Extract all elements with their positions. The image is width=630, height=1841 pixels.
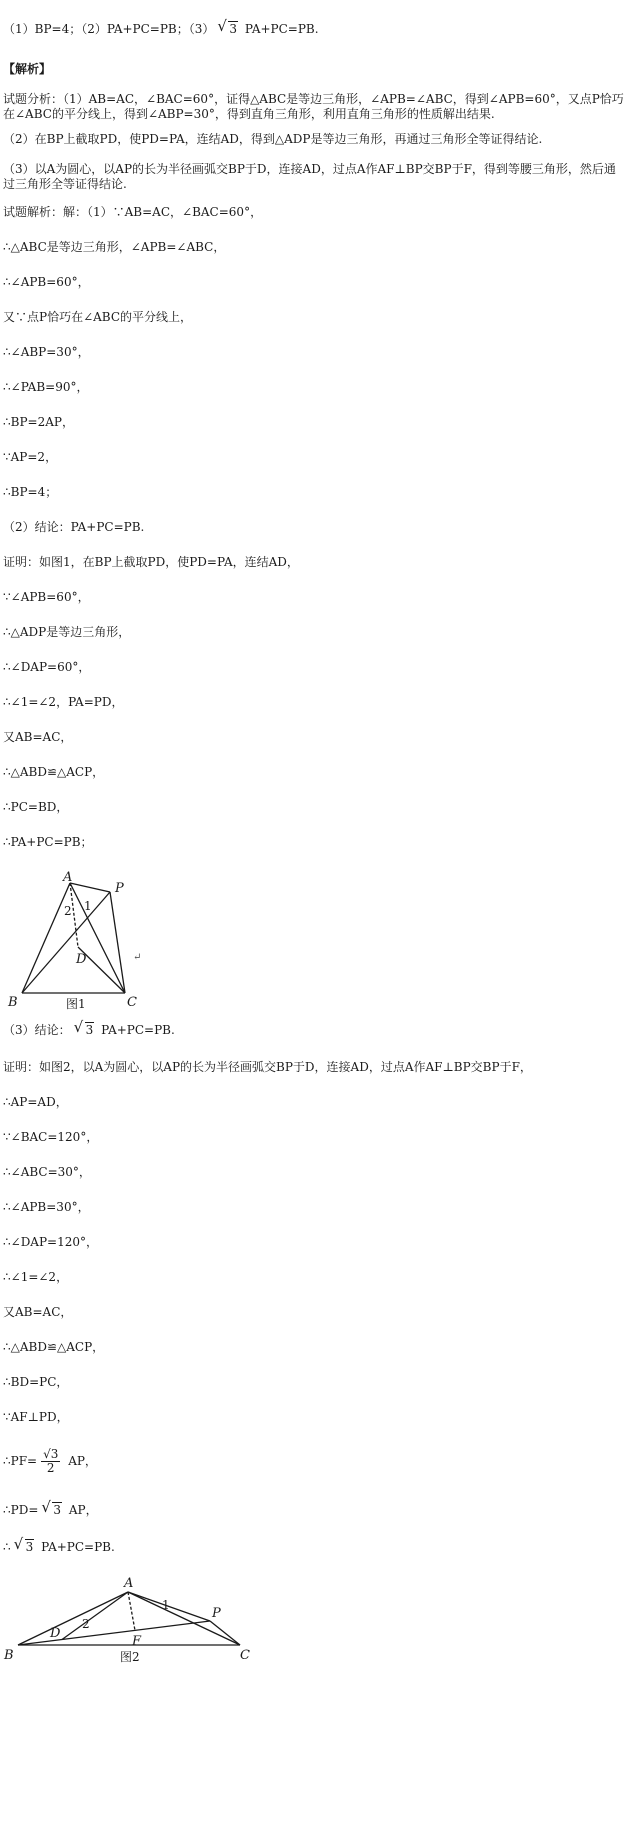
solution-line: 证明：如图1，在BP上截取PD，使PD=PA，连结AD， [3, 555, 299, 569]
fig2-label-d: D [50, 1626, 61, 1641]
sqrt-3: √ 3 [42, 1503, 62, 1517]
solution-line: ∴∠DAP=60°， [3, 660, 91, 674]
part3-conclusion: （3）结论：√ 3 PA+PC=PB. [3, 1023, 175, 1037]
sqrt-3: √ 3 [75, 1023, 95, 1037]
solution-line: ∴△ADP是等边三角形， [3, 625, 131, 639]
part3-line: ∴∠ABC=30°， [3, 1165, 91, 1179]
fig1-label-p: P [115, 881, 124, 896]
part3-line: ∴△ABD≌△ACP， [3, 1340, 105, 1354]
part3-line: ∴∠DAP=120°， [3, 1235, 99, 1249]
sqrt-3: √ 3 [218, 22, 238, 36]
part3-proof-intro: 证明：如图2，以A为圆心，以AP的长为半径画弧交BP于D，连接AD，过点A作AF⊥BP交BP于F， [3, 1060, 532, 1074]
part3-line: ∴AP=AD， [3, 1095, 68, 1109]
pd-equation: ∴PD=√ 3 AP， [3, 1503, 98, 1517]
analysis-3: （3）以A为圆心，以AP的长为半径画弧交BP于D，连接AD，过点A作AF⊥BP交BP于F，得到等腰三角形，然后通过三角形全等证得结论. [3, 162, 616, 191]
fig1-return-mark: ↵ [133, 952, 142, 963]
analysis-2: （2）在BP上截取PD，使PD=PA，连结AD，得到△ADP是等边三角形，再通过三角形全等证得结论. [3, 132, 543, 146]
solution-line: ∴△ABD≌△ACP， [3, 765, 105, 779]
fig2-label-b: B [4, 1648, 14, 1663]
fig1-caption: 图1 [66, 997, 86, 1011]
solution-line: ∴BP=2AP， [3, 415, 74, 429]
fig2-angle-2: 2 [82, 1617, 90, 1631]
fig1-label-a: A [63, 870, 73, 885]
part3-line: 又AB=AC， [3, 1305, 73, 1319]
sqrt-3: √ 3 [15, 1540, 35, 1554]
fig2-angle-1: 1 [162, 1598, 170, 1612]
fig1-angle-2: 2 [64, 904, 72, 918]
solution-line: ∴∠1=∠2，PA=PD， [3, 695, 124, 709]
answer-part2: PA+PC=PB. [241, 22, 319, 36]
solution-line: （2）结论：PA+PC=PB. [3, 520, 145, 534]
fig1-segment-ab [22, 883, 70, 993]
fig2-label-a: A [124, 1576, 134, 1591]
part3-line: ∵∠BAC=120°， [3, 1130, 99, 1144]
analysis-1: 试题分析：（1）AB=AC，∠BAC=60°，证得△ABC是等边三角形，∠APB=∠ABC，得到∠APB=60°，又点P恰巧在∠ABC的平分线上，得到∠ABP=30°，得到直角三角形，利用直角三角形的性质解出结果. [3, 92, 624, 121]
part3-line: ∴∠1=∠2， [3, 1270, 69, 1284]
solution-line: 又∵点P恰巧在∠ABC的平分线上， [3, 310, 193, 324]
solution-line: ∵∠APB=60°， [3, 590, 90, 604]
fig2-label-f: F [132, 1634, 142, 1649]
part3-line: ∵AF⊥PD， [3, 1410, 69, 1424]
fig1-segment-ap [70, 883, 110, 892]
solution-line: ∴∠APB=60°， [3, 275, 90, 289]
fig2-caption: 图2 [120, 1650, 140, 1664]
figure-1 [0, 868, 170, 1013]
solution-line: ∴∠ABP=30°， [3, 345, 90, 359]
solution-line: ∴△ABC是等边三角形，∠APB=∠ABC， [3, 240, 226, 254]
fig1-label-d: D [76, 952, 87, 967]
fig1-label-b: B [8, 995, 18, 1010]
solution-line: 又AB=AC， [3, 730, 73, 744]
solution-line: ∵AP=2， [3, 450, 58, 464]
fig2-segment-af [128, 1592, 135, 1630]
solution-line: ∴∠PAB=90°， [3, 380, 89, 394]
fig2-segment-ac [128, 1592, 240, 1645]
pf-equation: ∴PF= $\frac{√3}{2}$ AP， [3, 1447, 97, 1475]
fig2-segment-pb [18, 1621, 210, 1645]
answer-line [3, 22, 319, 36]
solution-line: ∴PA+PC=PB； [3, 835, 93, 849]
fig2-label-p: P [212, 1606, 221, 1621]
solution-line: ∴BP=4； [3, 485, 58, 499]
fig1-label-c: C [127, 995, 137, 1010]
fraction-sqrt3-over-2: $\frac{√3}{2}$ [43, 1447, 59, 1475]
solution-line: 试题解析：解：（1）∵AB=AC，∠BAC=60°， [3, 205, 263, 219]
answer-part1: （1）BP=4；（2）PA+PC=PB；（3） [3, 22, 215, 36]
part3-line: ∴∠APB=30°， [3, 1200, 90, 1214]
fig1-angle-1: 1 [84, 899, 92, 913]
figure-2 [0, 1575, 260, 1665]
part3-line: ∴BD=PC， [3, 1375, 69, 1389]
analysis-heading: 【解析】 [3, 62, 52, 76]
solution-line: ∴PC=BD， [3, 800, 69, 814]
fig2-segment-ab [18, 1592, 128, 1645]
fig2-label-c: C [240, 1648, 250, 1663]
final-equation: ∴√ 3 PA+PC=PB. [3, 1540, 115, 1554]
